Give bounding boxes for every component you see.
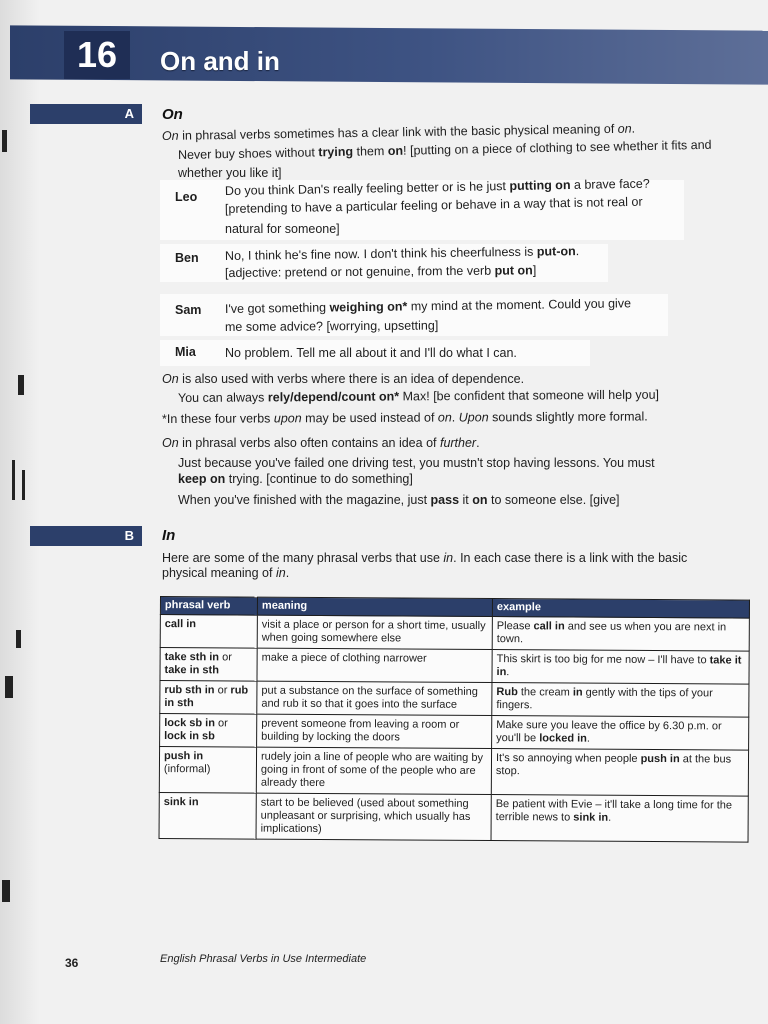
dialogue-line: [adjective: pretend or not genuine, from the verb put on]	[224, 263, 537, 280]
column-header: meaning	[257, 597, 492, 616]
section-a-tab: A	[30, 104, 142, 124]
section-a-intro: On in phrasal verbs sometimes has a clear link with the basic physical meaning of on.	[161, 121, 636, 143]
page-number: 36	[65, 956, 79, 970]
unit-title: On and in	[160, 46, 280, 76]
column-header: example	[492, 599, 749, 619]
section-b-title: In	[162, 527, 176, 544]
section-a-title: On	[162, 106, 183, 123]
example-line: Just because you've failed one driving test, you mustn't stop having lessons. You must	[178, 456, 655, 470]
edge-mark	[5, 676, 13, 698]
example-cell: Make sure you leave the office by 6.30 p.m. or you'll be locked in.	[492, 716, 749, 751]
further-text: On in phrasal verbs also often contains an idea of further.	[162, 436, 480, 450]
table-row	[160, 615, 749, 652]
table-row	[159, 747, 748, 797]
edge-mark	[16, 630, 21, 648]
example-cell: Rub the cream in gently with the tips of your fingers.	[492, 683, 749, 718]
section-b-intro: Here are some of the many phrasal verbs that use in. In each case there is a link with the basic	[162, 551, 688, 565]
table-row	[160, 714, 749, 751]
column-header: phrasal verb	[160, 597, 257, 616]
meaning-cell: prevent someone from leaving a room or building by locking the doors	[257, 714, 492, 748]
dialogue-line: I've got something weighing on* my mind at the moment. Could you give	[224, 296, 632, 316]
example-cell: This skirt is too big for me now – I'll have to take it in.	[492, 650, 749, 685]
dependence-text: On is also used with verbs where there is an idea of dependence.	[162, 372, 525, 386]
book-title: English Phrasal Verbs in Use Intermediate	[160, 953, 367, 965]
footnote: *In these four verbs upon may be used instead of on. Upon sounds slightly more formal.	[161, 409, 648, 426]
unit-number: 16	[64, 31, 130, 79]
section-b-intro: physical meaning of in.	[162, 566, 290, 580]
speaker-name: Mia	[175, 345, 196, 359]
speaker-name: Leo	[175, 190, 198, 204]
example-cell: Please call in and see us when you are next in town.	[492, 617, 749, 652]
table-row	[160, 648, 749, 685]
meaning-cell: start to be believed (used about something unpleasant or surprising, which usually has implications)	[256, 793, 491, 840]
dialogue-line: [pretending to have a particular feeling or behave in a way that is not real or	[224, 194, 643, 216]
speaker-name: Sam	[175, 303, 202, 317]
table-row	[159, 792, 748, 842]
dialogue-line: No, I think he's fine now. I don't think his cheerfulness is put-on.	[224, 244, 580, 263]
phrasal-verb-cell: call in	[160, 615, 257, 649]
phrasal-verb-cell: push in (informal)	[159, 747, 256, 794]
example-line: keep on trying. [continue to do something]	[178, 472, 413, 486]
dialogue-line: No problem. Tell me all about it and I'll do what I can.	[225, 346, 517, 360]
meaning-cell: make a piece of clothing narrower	[257, 648, 492, 682]
phrasal-verbs-table	[159, 596, 750, 843]
section-b-tab: B	[30, 526, 142, 546]
phrasal-verb-cell: rub sth in or rub in sth	[160, 681, 257, 715]
dialogue-line: me some advice? [worrying, upsetting]	[224, 318, 439, 334]
table-row	[160, 681, 749, 718]
example-line: whether you like it]	[178, 166, 282, 180]
example-cell: Be patient with Evie – it'll take a long time for the terrible news to sink in.	[491, 795, 748, 843]
edge-mark	[18, 375, 24, 395]
meaning-cell: put a substance on the surface of something and rub it so that it goes into the surface	[257, 681, 492, 715]
phrasal-verb-cell: sink in	[159, 792, 256, 839]
meaning-cell: visit a place or person for a short time, usually when going somewhere else	[257, 615, 492, 649]
speaker-name: Ben	[175, 251, 199, 265]
edge-mark	[12, 460, 15, 500]
phrasal-verb-cell: take sth in or take in sth	[160, 648, 257, 682]
dialogue-line: natural for someone]	[225, 222, 340, 236]
meaning-cell: rudely join a line of people who are waiting by going in front of some of the people who are already there	[256, 747, 491, 794]
phrasal-verb-cell: lock sb in or lock in sb	[160, 714, 257, 748]
edge-mark	[2, 880, 10, 902]
edge-mark	[2, 130, 7, 152]
example-line: Never buy shoes without trying them on! [putting on a piece of clothing to see whether it fits and	[177, 137, 712, 162]
example-cell: It's so annoying when people push in at the bus stop.	[491, 749, 748, 797]
example-line: When you've finished with the magazine, just pass it on to someone else. [give]	[178, 493, 620, 507]
dialogue-line: Do you think Dan's really feeling better or is he just putting on a brave face?	[224, 176, 650, 198]
page-gutter-shadow	[0, 0, 40, 1024]
example-line: You can always rely/depend/count on* Max! [be confident that someone will help you]	[177, 387, 660, 405]
edge-mark	[22, 470, 25, 500]
